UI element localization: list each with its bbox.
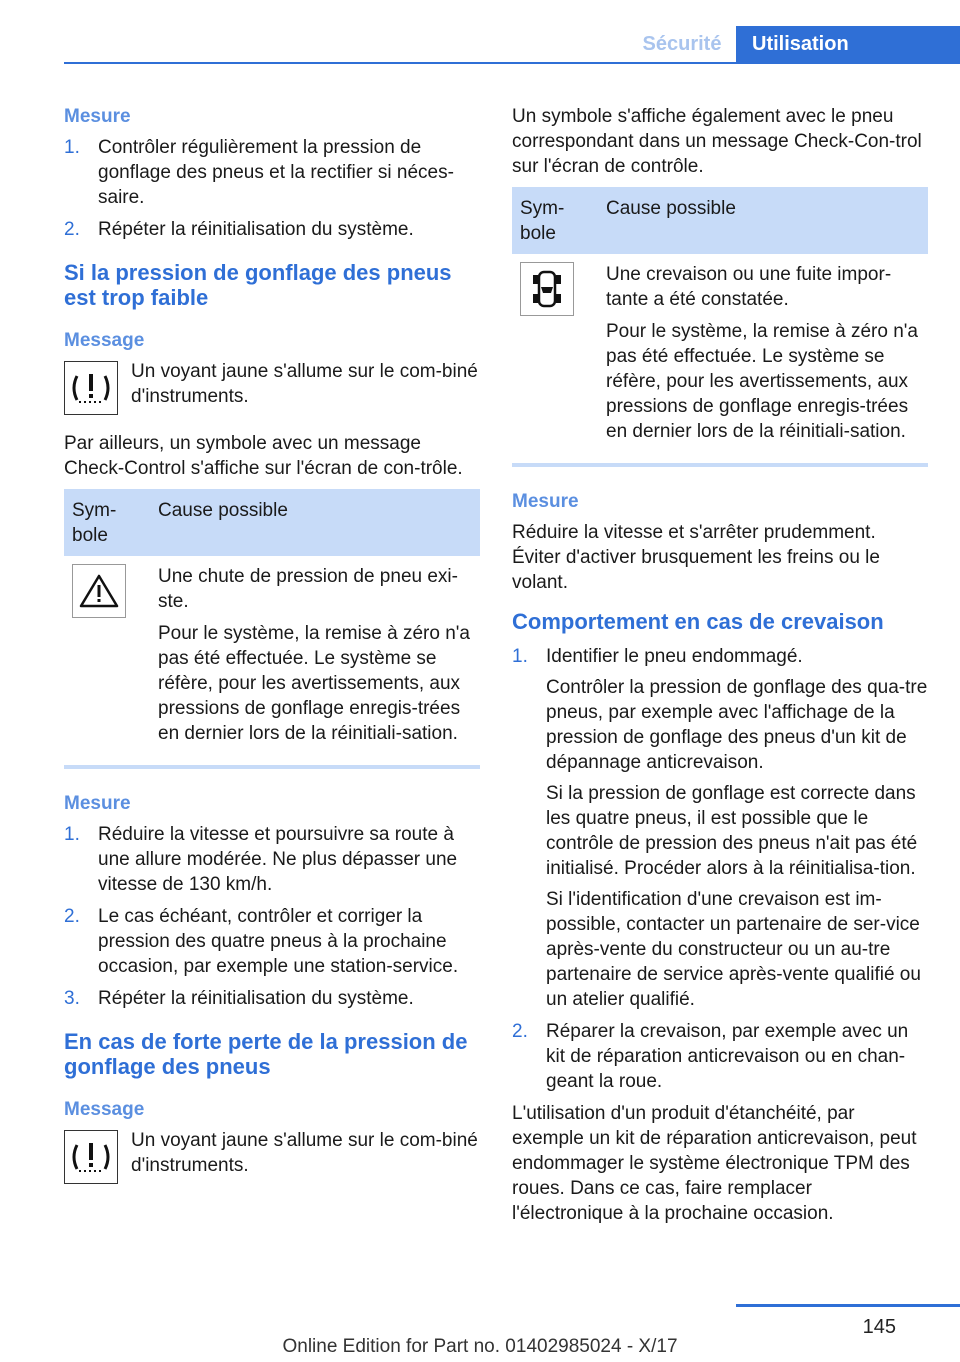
puncture-steps xyxy=(512,644,928,1094)
list-item: 1. Réduire la vitesse et poursuivre sa route à une allure modérée. Ne plus dépasser une vitesse de 130 km/h. xyxy=(64,824,458,895)
cause-text: Une crevaison ou une fuite impor‐tante a été constatée. xyxy=(606,264,892,310)
tire-pressure-warning-icon xyxy=(64,1130,118,1184)
page-number: 145 xyxy=(862,1316,896,1338)
list-item: 2. Réparer la crevaison, par exemple avec un kit de réparation anticrevaison ou en chan‐geant la roue. xyxy=(512,1019,928,1094)
mesure-label: Mesure xyxy=(512,491,579,512)
column-header-symbol: Sym‐bole xyxy=(64,489,150,556)
step-paragraph: Contrôler la pression de gonflage des qua‐tre pneus, par exemple avec l'affichage de la pression de gonflage des pneus d'un kit de dépannage anticrevaison. xyxy=(546,677,928,773)
table-row xyxy=(64,556,480,765)
tire-pressure-warning-icon xyxy=(64,361,118,415)
left-column xyxy=(64,100,480,1200)
section-heading-pressure-loss: En cas de forte perte de la pression de gonflage des pneus xyxy=(64,1029,468,1079)
table-divider xyxy=(512,463,928,467)
page-header xyxy=(64,0,960,64)
mesure-list xyxy=(64,135,480,242)
step-title: Réparer la crevaison, par exemple avec un kit de réparation anticrevaison ou en chan‐geant la roue. xyxy=(546,1021,909,1092)
list-item: 2. Répéter la réinitialisation du système. xyxy=(64,219,414,240)
mesure-list xyxy=(64,822,480,1011)
message-label: Message xyxy=(64,1099,145,1120)
cause-text: Pour le système, la remise à zéro n'a pas été effectuée. Le système se réfère, pour les avertissements, aux pressions de gonflage enregis‐trées en dernier lors de la réinitiali‐sation. xyxy=(606,321,918,442)
right-column xyxy=(512,100,928,1233)
check-control-paragraph: Par ailleurs, un symbole avec un message Check-Control s'affiche sur l'écran de con‐trôle. xyxy=(64,433,463,479)
step-title: Identifier le pneu endommagé. xyxy=(546,646,803,667)
intro-paragraph: Un symbole s'affiche également avec le pneu correspondant dans un message Check-Con‐trol sur l'écran de contrôle. xyxy=(512,106,922,177)
list-item: 2. Le cas échéant, contrôler et corriger la pression des quatre pneus à la prochaine occasion, par exemple une station-service. xyxy=(64,906,459,977)
tab-utilisation[interactable] xyxy=(736,26,960,62)
car-tires-icon xyxy=(520,262,574,316)
final-paragraph: L'utilisation d'un produit d'étanchéité, par exemple un kit de réparation anticrevaison, peut endommager le système électronique TPM des roues. Dans ce cas, faire remplacer l'électronique à la prochaine occasion. xyxy=(512,1103,917,1224)
message-block xyxy=(64,1128,480,1186)
message-text: Un voyant jaune s'allume sur le com‐biné d'instruments. xyxy=(131,361,478,407)
table-divider xyxy=(64,765,480,769)
section-heading-puncture: Comportement en cas de crevaison xyxy=(512,609,884,634)
table-row xyxy=(512,254,928,463)
list-item: 1. Contrôler régulièrement la pression de gonflage des pneus et la rectifier si néces‐saire. xyxy=(64,137,454,208)
cause-text: Une chute de pression de pneu exi‐ste. xyxy=(158,566,458,612)
tab-securite[interactable]: Sécurité xyxy=(642,33,722,55)
mesure-label: Mesure xyxy=(64,793,131,814)
list-item: 1. Identifier le pneu endommagé. Contrôler la pression de gonflage des qua‐tre pneus, par exemple avec l'affichage de la pression de gonflage des pneus d'un kit de dépannage anticrevaison. Si la pression de gonflage est correcte dans les quatre pneus, il est possible que le contrôle de pression des pneus n'ait pas été initialisé. Procéder alors à la réinitialisa‐tion. Si l'identification d'une crevaison est im‐possible, contacter un partenaire de ser‐vice après-vente du constructeur ou un au‐tre partenaire de service après-vente qualifié ou un atelier qualifié. xyxy=(512,646,928,1010)
tab-utilisation-label: Utilisation xyxy=(752,33,849,55)
footer-rule xyxy=(736,1304,960,1307)
step-paragraph: Si l'identification d'une crevaison est im‐possible, contacter un partenaire de ser‐vice après-vente du constructeur ou un au‐tre partenaire de service après-vente qualifié ou un atelier qualifié. xyxy=(546,889,921,1010)
column-header-cause: Cause possible xyxy=(598,187,928,254)
cause-text: Pour le système, la remise à zéro n'a pas été effectuée. Le système se réfère, pour les avertissements, aux pressions de gonflage enregis‐trées en dernier lors de la réinitiali‐sation. xyxy=(158,623,470,744)
section-heading-low-pressure: Si la pression de gonflage des pneus est trop faible xyxy=(64,260,452,310)
mesure-text: Réduire la vitesse et s'arrêter prudemment. Éviter d'activer brusquement les freins ou le volant. xyxy=(512,522,880,593)
mesure-label: Mesure xyxy=(64,106,131,127)
message-block xyxy=(64,359,480,417)
list-item: 3. Répéter la réinitialisation du système. xyxy=(64,988,414,1009)
column-header-cause: Cause possible xyxy=(150,489,480,556)
column-header-symbol: Sym‐bole xyxy=(512,187,598,254)
edition-footer: Online Edition for Part no. 01402985024 - X/17 xyxy=(282,1336,678,1357)
warning-triangle-icon xyxy=(72,564,126,618)
message-label: Message xyxy=(64,330,145,351)
check-control-table xyxy=(512,187,928,463)
message-text: Un voyant jaune s'allume sur le com‐biné d'instruments. xyxy=(131,1130,478,1176)
step-paragraph: Si la pression de gonflage est correcte dans les quatre pneus, il est possible que le contrôle de pression des pneus n'ait pas été initialisé. Procéder alors à la réinitialisa‐tion. xyxy=(546,783,918,879)
check-control-table xyxy=(64,489,480,765)
